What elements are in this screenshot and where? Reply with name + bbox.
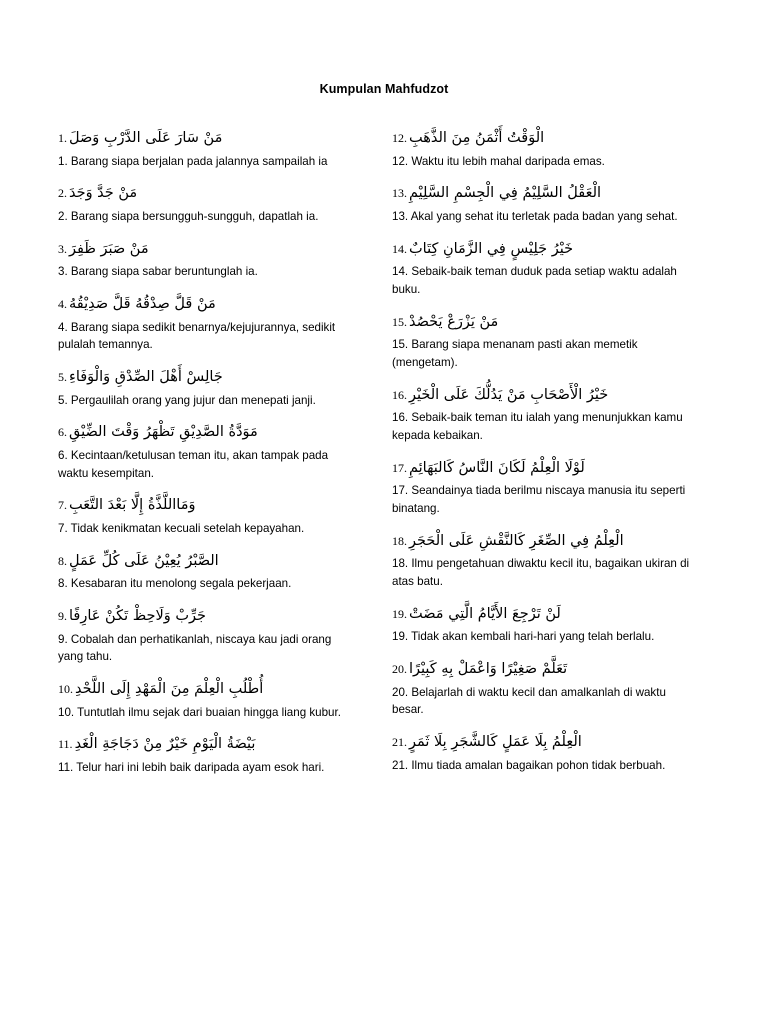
list-item [58, 239, 356, 281]
arabic-text: مَنْ صَبَرَ ظَفِرَ [69, 240, 149, 257]
list-item [392, 312, 690, 372]
item-number: 15. [392, 314, 407, 329]
translation-text: 18. Ilmu pengetahuan diwaktu kecil itu, bagaikan ukiran di atas batu. [392, 557, 690, 588]
translation-text: 9. Cobalah dan perhatikanlah, niscaya kau jadi orang yang tahu. [58, 632, 332, 664]
arabic-line [58, 606, 356, 628]
arabic-line [58, 495, 356, 517]
item-number: 11. [58, 737, 73, 752]
arabic-line [392, 458, 690, 480]
item-number: 1. [58, 131, 67, 145]
item-number: 19. [392, 606, 407, 621]
page-title: Kumpulan Mahfudzot [319, 82, 449, 96]
arabic-text: مَنْ جَدَّ وَجَدَ [69, 185, 138, 202]
list-item [58, 606, 356, 666]
item-number: 4. [58, 297, 67, 312]
arabic-line [392, 183, 690, 205]
arabic-text: خَيْرُ جَلِيْسٍ فِي الزَّمَانِ كِتَابٌ [409, 240, 574, 257]
translation-text: 19. Tidak akan kembali hari-hari yang telah berlalu. [392, 630, 655, 644]
translation-text: 4. Barang siapa sedikit benarnya/kejujurannya, sedikit pulalah temannya. [58, 320, 336, 352]
translation-text: 21. Ilmu tiada amalan bagaikan pohon tidak berbuah. [392, 758, 666, 772]
translation-text: 5. Pergaulilah orang yang jujur dan menepati janji. [58, 393, 316, 407]
arabic-line [392, 312, 690, 334]
translation-text: 3. Barang siapa sabar beruntunglah ia. [58, 265, 258, 279]
list-item [58, 422, 356, 482]
two-column-layout [58, 128, 710, 790]
arabic-line [392, 385, 690, 407]
arabic-text: الْوَقْتُ أَثْمَنُ مِنَ الذَّهَبِ [409, 130, 545, 146]
arabic-text: الْعِلْمُ فِي الصِّغَرِ كَالنَّقْشِ عَلَى الْحَجَرِ [409, 532, 624, 549]
arabic-line [392, 659, 690, 681]
translation-text: 16. Sebaik-baik teman itu ialah yang menunjukkan kamu kepada kebaikan. [392, 411, 683, 443]
list-item [392, 531, 690, 591]
arabic-text: وَمَااللَّذَّةُ إِلَّا بَعْدَ التَّعَبِ [69, 497, 196, 514]
arabic-line [392, 239, 690, 261]
translation-text: 2. Barang siapa bersungguh-sungguh, dapatlah ia. [58, 210, 319, 224]
right-column [392, 128, 690, 787]
translation-text: 8. Kesabaran itu menolong segala pekerjaan. [58, 577, 292, 591]
item-number: 12. [392, 131, 407, 145]
translation-text: 15. Barang siapa menanam pasti akan memetik (mengetam). [392, 338, 638, 370]
translation-text: 20. Belajarlah di waktu kecil dan amalkanlah di waktu besar. [392, 685, 666, 717]
item-number: 5. [58, 370, 67, 385]
list-item [392, 183, 690, 225]
translation-text: 6. Kecintaan/ketulusan teman itu, akan tampak pada waktu kesempitan. [58, 449, 329, 480]
translation-text: 12. Waktu itu lebih mahal daripada emas. [392, 154, 605, 168]
list-item [392, 385, 690, 445]
translation-text: 17. Seandainya tiada berilmu niscaya manusia itu seperti binatang. [392, 484, 686, 515]
item-number: 17. [392, 460, 407, 475]
item-number: 9. [58, 609, 67, 624]
arabic-line [58, 183, 356, 205]
item-number: 7. [58, 498, 67, 513]
item-number: 16. [392, 387, 407, 402]
arabic-line [58, 239, 356, 261]
list-item [392, 128, 690, 170]
list-item [58, 495, 356, 537]
arabic-text: جَالِسْ أَهْلَ الصِّدْقِ وَالْوَفَاءِ [69, 369, 223, 386]
item-number: 18. [392, 533, 407, 548]
arabic-line [58, 294, 356, 316]
item-number: 6. [58, 425, 67, 440]
list-item [392, 239, 690, 299]
item-number: 21. [392, 734, 407, 749]
item-number: 2. [58, 186, 67, 201]
arabic-text: أُطْلُبِ الْعِلْمَ مِنَ الْمَهْدِ إِلَى اللَّحْدِ [75, 681, 264, 698]
list-item [392, 604, 690, 646]
list-item [58, 679, 356, 721]
translation-text: 10. Tuntutlah ilmu sejak dari buaian hingga liang kubur. [58, 705, 341, 719]
arabic-text: مَنْ قَلَّ صِدْقُهُ قَلَّ صَدِيْقُهُ [69, 296, 216, 313]
list-item [58, 183, 356, 225]
item-number: 20. [392, 661, 407, 676]
arabic-text: بَيْضَةُ الْيَوْمِ خَيْرٌ مِنْ دَجَاجَةِ الْغَدِ [74, 736, 256, 753]
arabic-line [392, 128, 690, 150]
arabic-line [392, 604, 690, 626]
list-item [392, 458, 690, 518]
arabic-text: الْعِلْمُ بِلَا عَمَلٍ كَالشَّجَرِ بِلَا ثَمَرٍ [409, 733, 582, 750]
arabic-text: لَوْلَا الْعِلْمُ لَكَانَ النَّاسُ كَالبَهَائِمِ [409, 459, 585, 476]
arabic-line [58, 734, 356, 756]
arabic-line [58, 128, 356, 150]
arabic-text: مَنْ يَزْرَعْ يَحْصُدْ [409, 313, 499, 330]
arabic-line [392, 531, 690, 553]
list-item [392, 732, 690, 774]
list-item [58, 128, 356, 170]
list-item [58, 734, 356, 776]
translation-text: 11. Telur hari ini lebih baik daripada ayam esok hari. [58, 761, 325, 775]
translation-text: 7. Tidak kenikmatan kecuali setelah kepayahan. [58, 522, 305, 536]
arabic-line [58, 679, 356, 701]
arabic-text: لَنْ تَرْجِعَ الأَيَّامُ الَّتِي مَضَتْ [409, 605, 561, 622]
item-number: 3. [58, 241, 67, 256]
item-number: 13. [392, 186, 407, 201]
translation-text: 13. Akal yang sehat itu terletak pada badan yang sehat. [392, 210, 678, 224]
arabic-text: الصَّبْرُ يُعِيْنُ عَلَى كُلِّ عَمَلٍ [69, 552, 219, 569]
arabic-text: مَوَدَّةُ الصَّدِيْقِ تَظْهَرُ وَقْتَ الضِّيْقِ [69, 424, 258, 441]
arabic-line [392, 732, 690, 754]
arabic-line [58, 367, 356, 389]
arabic-line [58, 551, 356, 573]
arabic-text: الْعَقْلُ السَّلِيْمُ فِي الْجِسْمِ السَّلِيْمِ [409, 185, 602, 202]
translation-text: 14. Sebaik-baik teman duduk pada setiap waktu adalah buku. [392, 265, 677, 297]
list-item [58, 551, 356, 593]
arabic-text: تَعَلَّمْ صَغِيْرًا وَاعْمَلْ بِهِ كَبِيْرًا [409, 660, 568, 677]
translation-text: 1. Barang siapa berjalan pada jalannya sampailah ia [58, 154, 328, 168]
item-number: 8. [58, 553, 67, 568]
arabic-text: مَنْ سَارَ عَلَى الدَّرْبِ وَصَلَ [69, 130, 223, 146]
item-number: 10. [58, 682, 73, 697]
item-number: 14. [392, 241, 407, 256]
left-column [58, 128, 356, 790]
list-item [392, 659, 690, 719]
list-item [58, 294, 356, 354]
arabic-line [58, 422, 356, 444]
arabic-text: خَيْرُ الْأَصْحَابِ مَنْ يَدُلُّكَ عَلَى الْخَيْرِ [409, 386, 609, 403]
list-item [58, 367, 356, 409]
arabic-text: جَرِّبْ وَلَاحِظْ تَكُنْ عَارِفًا [69, 608, 206, 625]
